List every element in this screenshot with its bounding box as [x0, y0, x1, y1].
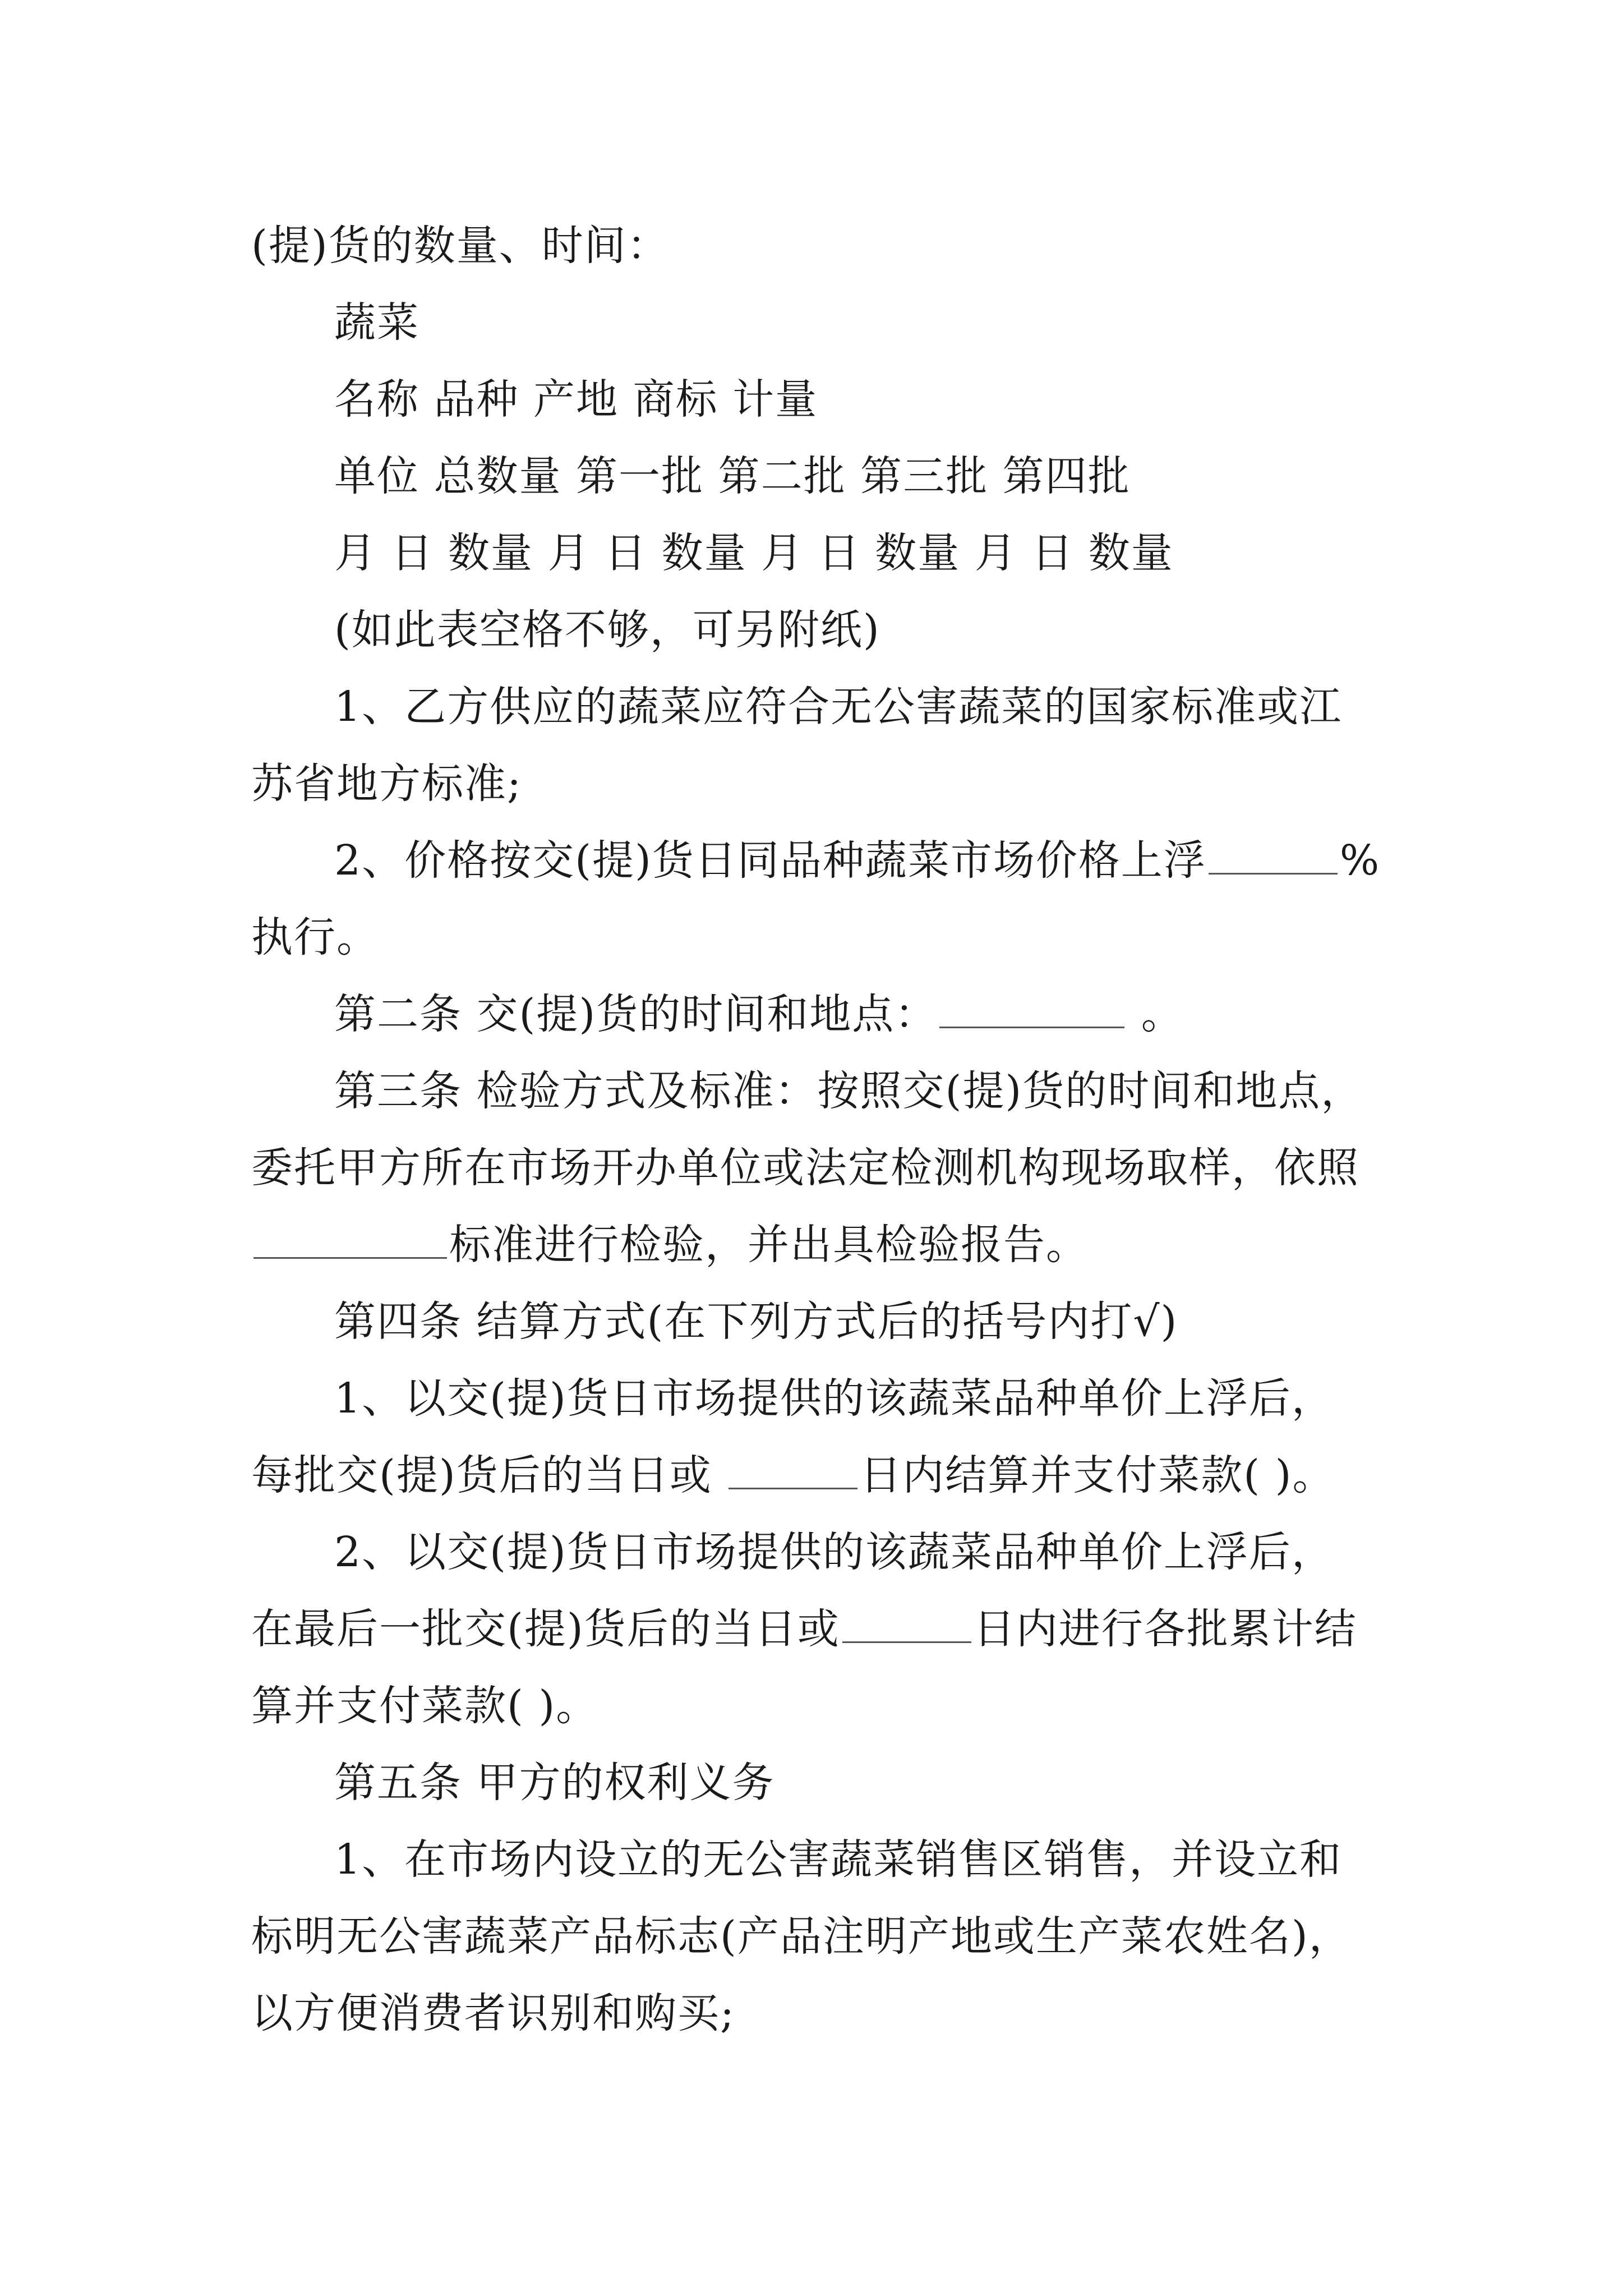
- line-text: 1、以交(提)货日市场提供的该蔬菜品种单价上浮后，: [334, 1374, 1334, 1423]
- text-line: [251, 1591, 1390, 1668]
- text-line: [251, 669, 1390, 746]
- line-text: 标准进行检验，并出具检验报告。: [449, 1221, 1089, 1269]
- fill-blank[interactable]: [939, 987, 1124, 1028]
- text-line: [251, 361, 1390, 438]
- line-text: 日内进行各批累计结: [973, 1605, 1357, 1653]
- text-line: [251, 1283, 1390, 1360]
- line-text: 第二条 交(提)货的时间和地点：: [334, 990, 938, 1038]
- line-text: 在最后一批交(提)货后的当日或: [251, 1605, 840, 1653]
- line-text: 委托甲方所在市场开办单位或法定检测机构现场取样，依照: [251, 1144, 1359, 1192]
- text-line: [251, 1207, 1390, 1283]
- line-text: 2、以交(提)货日市场提供的该蔬菜品种单价上浮后，: [334, 1528, 1334, 1576]
- text-line: [251, 1821, 1390, 1898]
- text-line: [251, 1514, 1390, 1591]
- text-line: [251, 746, 1390, 822]
- line-text: 1、乙方供应的蔬菜应符合无公害蔬菜的国家标准或江: [334, 683, 1343, 731]
- text-line: [251, 1975, 1390, 2052]
- line-text: 第三条 检验方式及标准：按照交(提)货的时间和地点，: [334, 1067, 1364, 1115]
- text-line: [251, 1130, 1390, 1207]
- line-text: 苏省地方标准;: [251, 760, 522, 808]
- text-line: [251, 284, 1390, 361]
- fill-blank[interactable]: [842, 1602, 971, 1643]
- contract-text: [251, 208, 1390, 2052]
- text-line: [251, 1437, 1390, 1514]
- line-text: 每批交(提)货后的当日或: [251, 1451, 727, 1499]
- line-text: 第四条 结算方式(在下列方式后的括号内打√): [334, 1297, 1178, 1346]
- text-line: [251, 976, 1390, 1053]
- line-text: 2、价格按交(提)货日同品种蔬菜市场价格上浮: [334, 836, 1206, 885]
- line-text: 执行。: [251, 913, 379, 961]
- line-text: 蔬菜: [334, 298, 419, 347]
- line-text: (如此表空格不够，可另附纸): [334, 606, 880, 654]
- text-line: [251, 438, 1390, 515]
- line-text: 日内结算并支付菜款( )。: [860, 1451, 1335, 1499]
- fill-blank[interactable]: [253, 1218, 447, 1259]
- text-line: [251, 1898, 1390, 1975]
- text-line: [251, 1668, 1390, 1745]
- line-text: 第五条 甲方的权利义务: [334, 1759, 775, 1807]
- line-text: 名称 品种 产地 商标 计量: [334, 375, 818, 424]
- line-text: 算并支付菜款( )。: [251, 1682, 599, 1730]
- line-text: (提)货的数量、时间：: [251, 222, 670, 270]
- line-text: 以方便消费者识别和购买;: [251, 1989, 735, 2037]
- text-line: [251, 515, 1390, 592]
- text-line: [251, 1053, 1390, 1130]
- line-text: 月 日 数量 月 日 数量 月 日 数量 月 日 数量: [334, 529, 1174, 577]
- line-text: 单位 总数量 第一批 第二批 第三批 第四批: [334, 452, 1131, 500]
- text-line: [251, 1360, 1390, 1437]
- text-line: [251, 208, 1390, 284]
- text-line: [251, 899, 1390, 976]
- text-line: [251, 592, 1390, 669]
- text-line: [251, 822, 1390, 899]
- line-text: 1、在市场内设立的无公害蔬菜销售区销售，并设立和: [334, 1835, 1343, 1884]
- line-text: 。: [1127, 990, 1184, 1038]
- line-text: 标明无公害蔬菜产品标志(产品注明产地或生产菜农姓名)，: [251, 1912, 1352, 1961]
- line-text: %: [1339, 836, 1381, 885]
- fill-blank[interactable]: [1209, 834, 1338, 875]
- text-line: [251, 1745, 1390, 1821]
- fill-blank[interactable]: [728, 1448, 857, 1489]
